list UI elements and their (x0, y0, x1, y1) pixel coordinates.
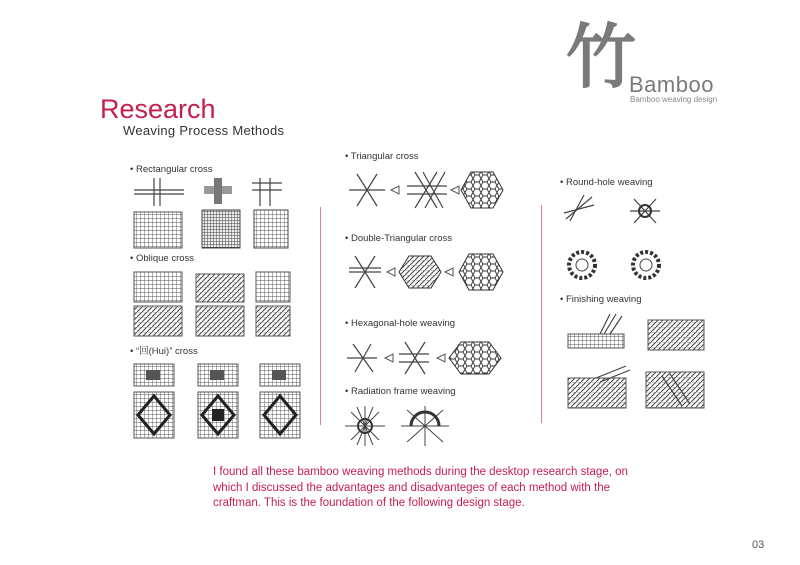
round-hole-illustration (560, 193, 670, 283)
method-label-hexagonal: • Hexagonal-hole weaving (345, 318, 456, 329)
column-divider-right (541, 205, 542, 423)
triangular-cross-illustration (345, 168, 515, 212)
method-label-round-hole: • Round-hole weaving (560, 177, 653, 188)
method-label-oblique: • Oblique cross (130, 253, 195, 264)
method-label-rectangular: • Rectangular cross (130, 164, 213, 175)
method-label-hui: • “回(Hui)” cross (130, 346, 198, 357)
column-divider-left (320, 207, 321, 425)
method-label-finishing: • Finishing weaving (560, 294, 642, 305)
logo-tagline: Bamboo weaving design (630, 95, 718, 104)
double-triangular-illustration (345, 250, 515, 294)
page-subtitle: Weaving Process Methods (123, 123, 285, 138)
logo-name: Bamboo (629, 72, 714, 97)
rectangular-cross-illustration (132, 178, 302, 250)
finishing-weaving-illustration (566, 312, 706, 412)
radiation-frame-illustration (345, 404, 455, 450)
research-note: I found all these bamboo weaving methods during the desktop research stage, on which I discussed the advantages and disadvanteges of each method with the craftman. This is the foundation of the following design stage. (213, 466, 628, 509)
logo-mark: 竹 (566, 15, 636, 98)
method-label-radiation: • Radiation frame weaving (345, 386, 456, 397)
hexagonal-hole-illustration (345, 338, 515, 378)
method-label-triangular: • Triangular cross (345, 151, 419, 162)
page-number: 03 (752, 539, 765, 551)
page-title: Research (100, 94, 216, 124)
oblique-cross-illustration (132, 272, 302, 338)
hui-cross-illustration (132, 362, 302, 442)
method-label-double-triangular: • Double-Triangular cross (345, 233, 452, 244)
